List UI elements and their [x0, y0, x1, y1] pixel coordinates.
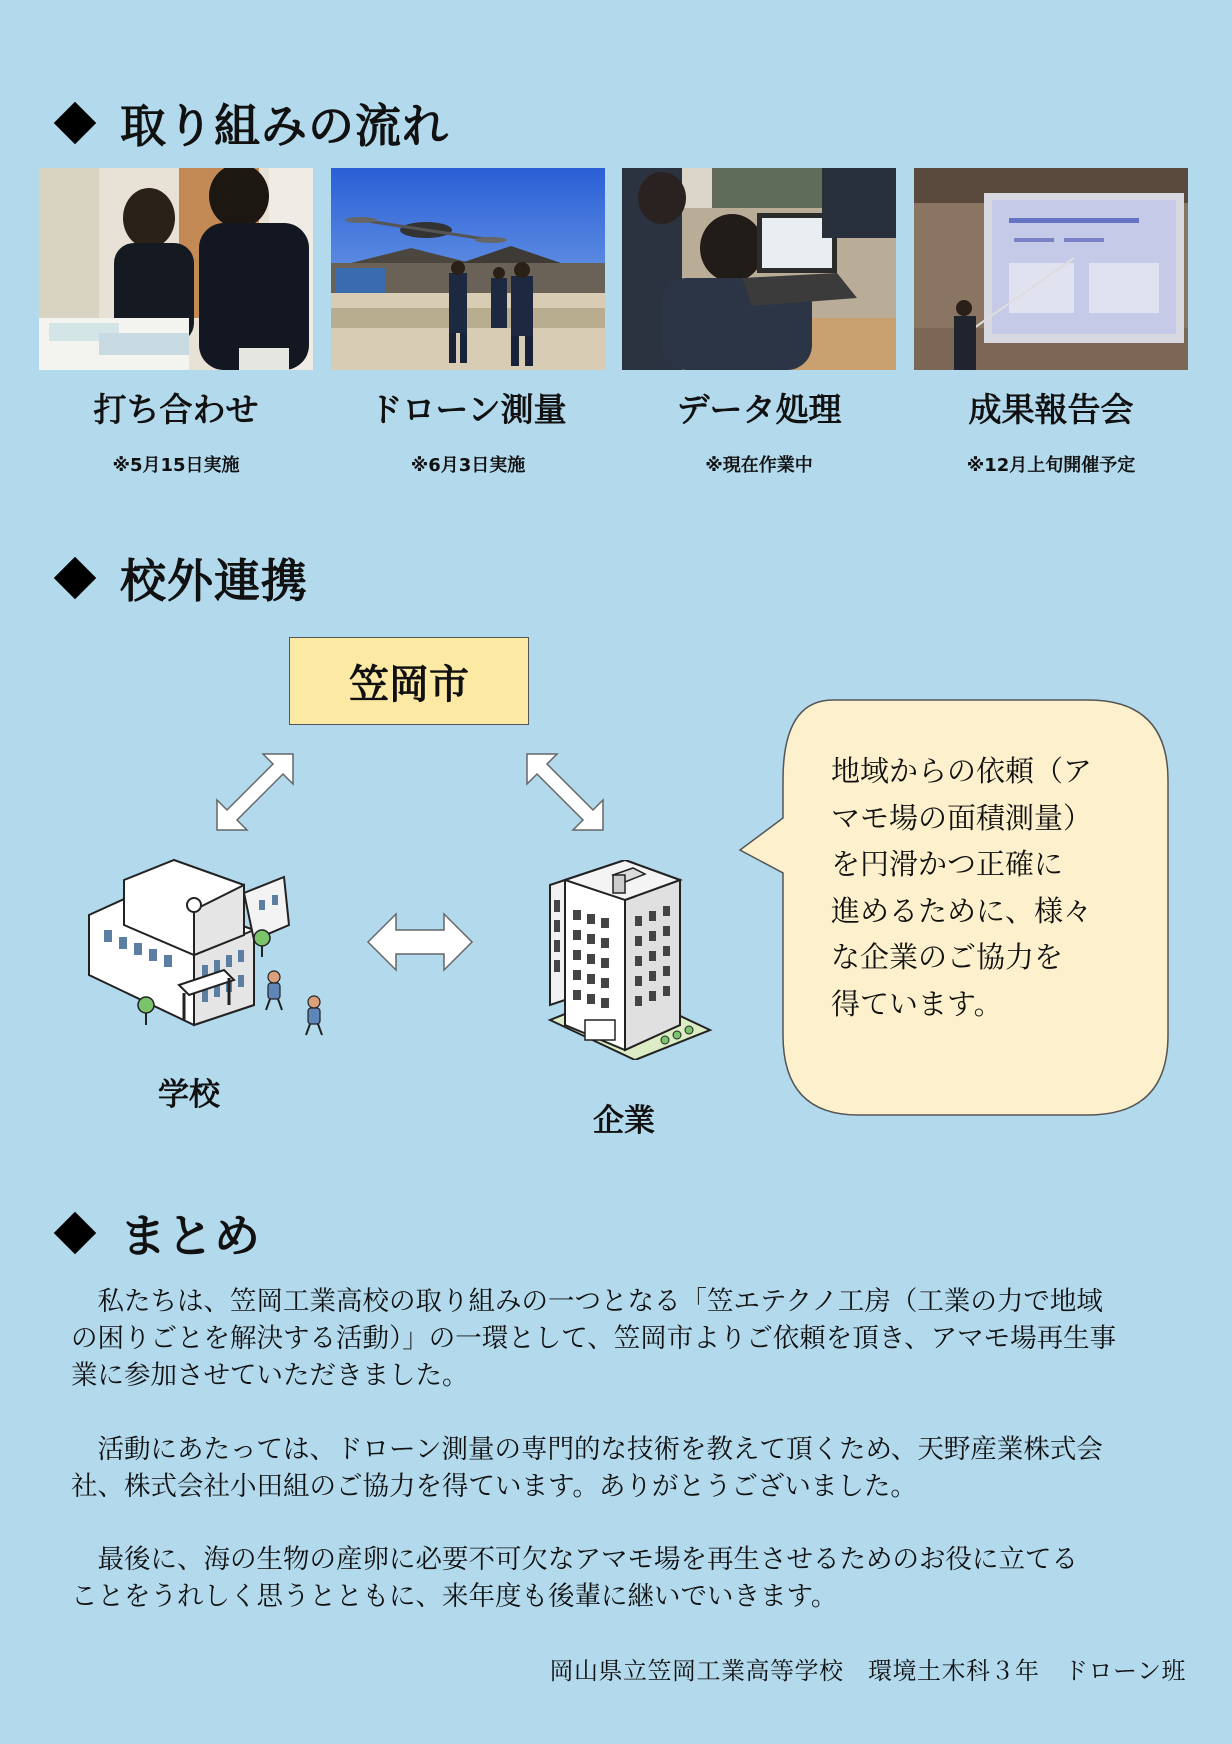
summary-line: ことをうれしく思うとともに、来年度も後輩に継いでいきます。: [71, 1581, 838, 1612]
step-note-report: ※12月上旬開催予定: [966, 455, 1136, 476]
summary-paragraph-3: [71, 1541, 1181, 1615]
summary-line: 業に参加させていただきました。: [71, 1360, 469, 1391]
city-box: [289, 637, 529, 725]
diamond-bullet-icon: [54, 102, 96, 144]
arrow-school-company-icon: [366, 912, 474, 972]
bubble-line: 得ています。: [831, 986, 1003, 1021]
section-flow-header: [52, 90, 449, 156]
school-building-icon: [84, 855, 334, 1045]
section-partner-header: [52, 545, 308, 611]
photo-results-report: [914, 168, 1188, 370]
step-label-drone: ドローン測量: [369, 390, 567, 429]
bubble-line: マモ場の面積測量）: [831, 800, 1093, 835]
company-building-icon: [545, 860, 715, 1060]
section-summary-header: [52, 1200, 261, 1266]
summary-line: 社、株式会社小田組のご協力を得ています。ありがとうございました。: [71, 1471, 917, 1502]
step-note-data: ※現在作業中: [705, 455, 813, 476]
summary-line: の困りごとを解決する活動）」の一環として、笠岡市よりご依頼を頂き、アマモ場再生事: [71, 1323, 1117, 1354]
photo-meeting: [39, 168, 313, 370]
step-label-meeting: 打ち合わせ: [93, 390, 259, 429]
summary-paragraph-1: [71, 1283, 1181, 1394]
city-label: 笠岡市: [349, 661, 469, 708]
photo-data-processing: [622, 168, 896, 370]
bubble-line: 進めるために、様々: [831, 893, 1093, 928]
step-label-report: 成果報告会: [968, 390, 1134, 429]
summary-paragraph-2: [71, 1431, 1181, 1505]
school-label: 学校: [158, 1077, 220, 1113]
summary-line: 私たちは、笠岡工業高校の取り組みの一つとなる「笠エテクノ工房（工業の力で地域: [71, 1286, 1103, 1317]
section-title: 取り組みの流れ: [120, 99, 449, 153]
section-title: まとめ: [120, 1209, 261, 1263]
summary-line: 活動にあたっては、ドローン測量の専門的な技術を教えて頂くため、天野産業株式会: [71, 1434, 1103, 1465]
bubble-line: を円滑かつ正確に: [831, 847, 1064, 881]
step-label-data: データ処理: [676, 390, 842, 429]
arrow-school-city-icon: [215, 752, 295, 832]
bubble-text: [831, 748, 1131, 1027]
bubble-line: 地域からの依頼（ア: [831, 754, 1093, 788]
company-label: 企業: [593, 1103, 655, 1139]
photo-drone-survey: [331, 168, 605, 370]
footer-credit: 岡山県立笠岡工業高等学校 環境土木科３年 ドローン班: [549, 1657, 1186, 1685]
step-note-drone: ※6月3日実施: [410, 455, 526, 476]
summary-line: 最後に、海の生物の産卵に必要不可欠なアマモ場を再生させるためのお役に立てる: [71, 1544, 1078, 1575]
section-title: 校外連携: [120, 554, 308, 608]
bubble-line: な企業のご協力を: [831, 940, 1064, 974]
diamond-bullet-icon: [54, 1212, 96, 1254]
arrow-company-city-icon: [525, 752, 605, 832]
diamond-bullet-icon: [54, 557, 96, 599]
step-note-meeting: ※5月15日実施: [112, 455, 240, 476]
